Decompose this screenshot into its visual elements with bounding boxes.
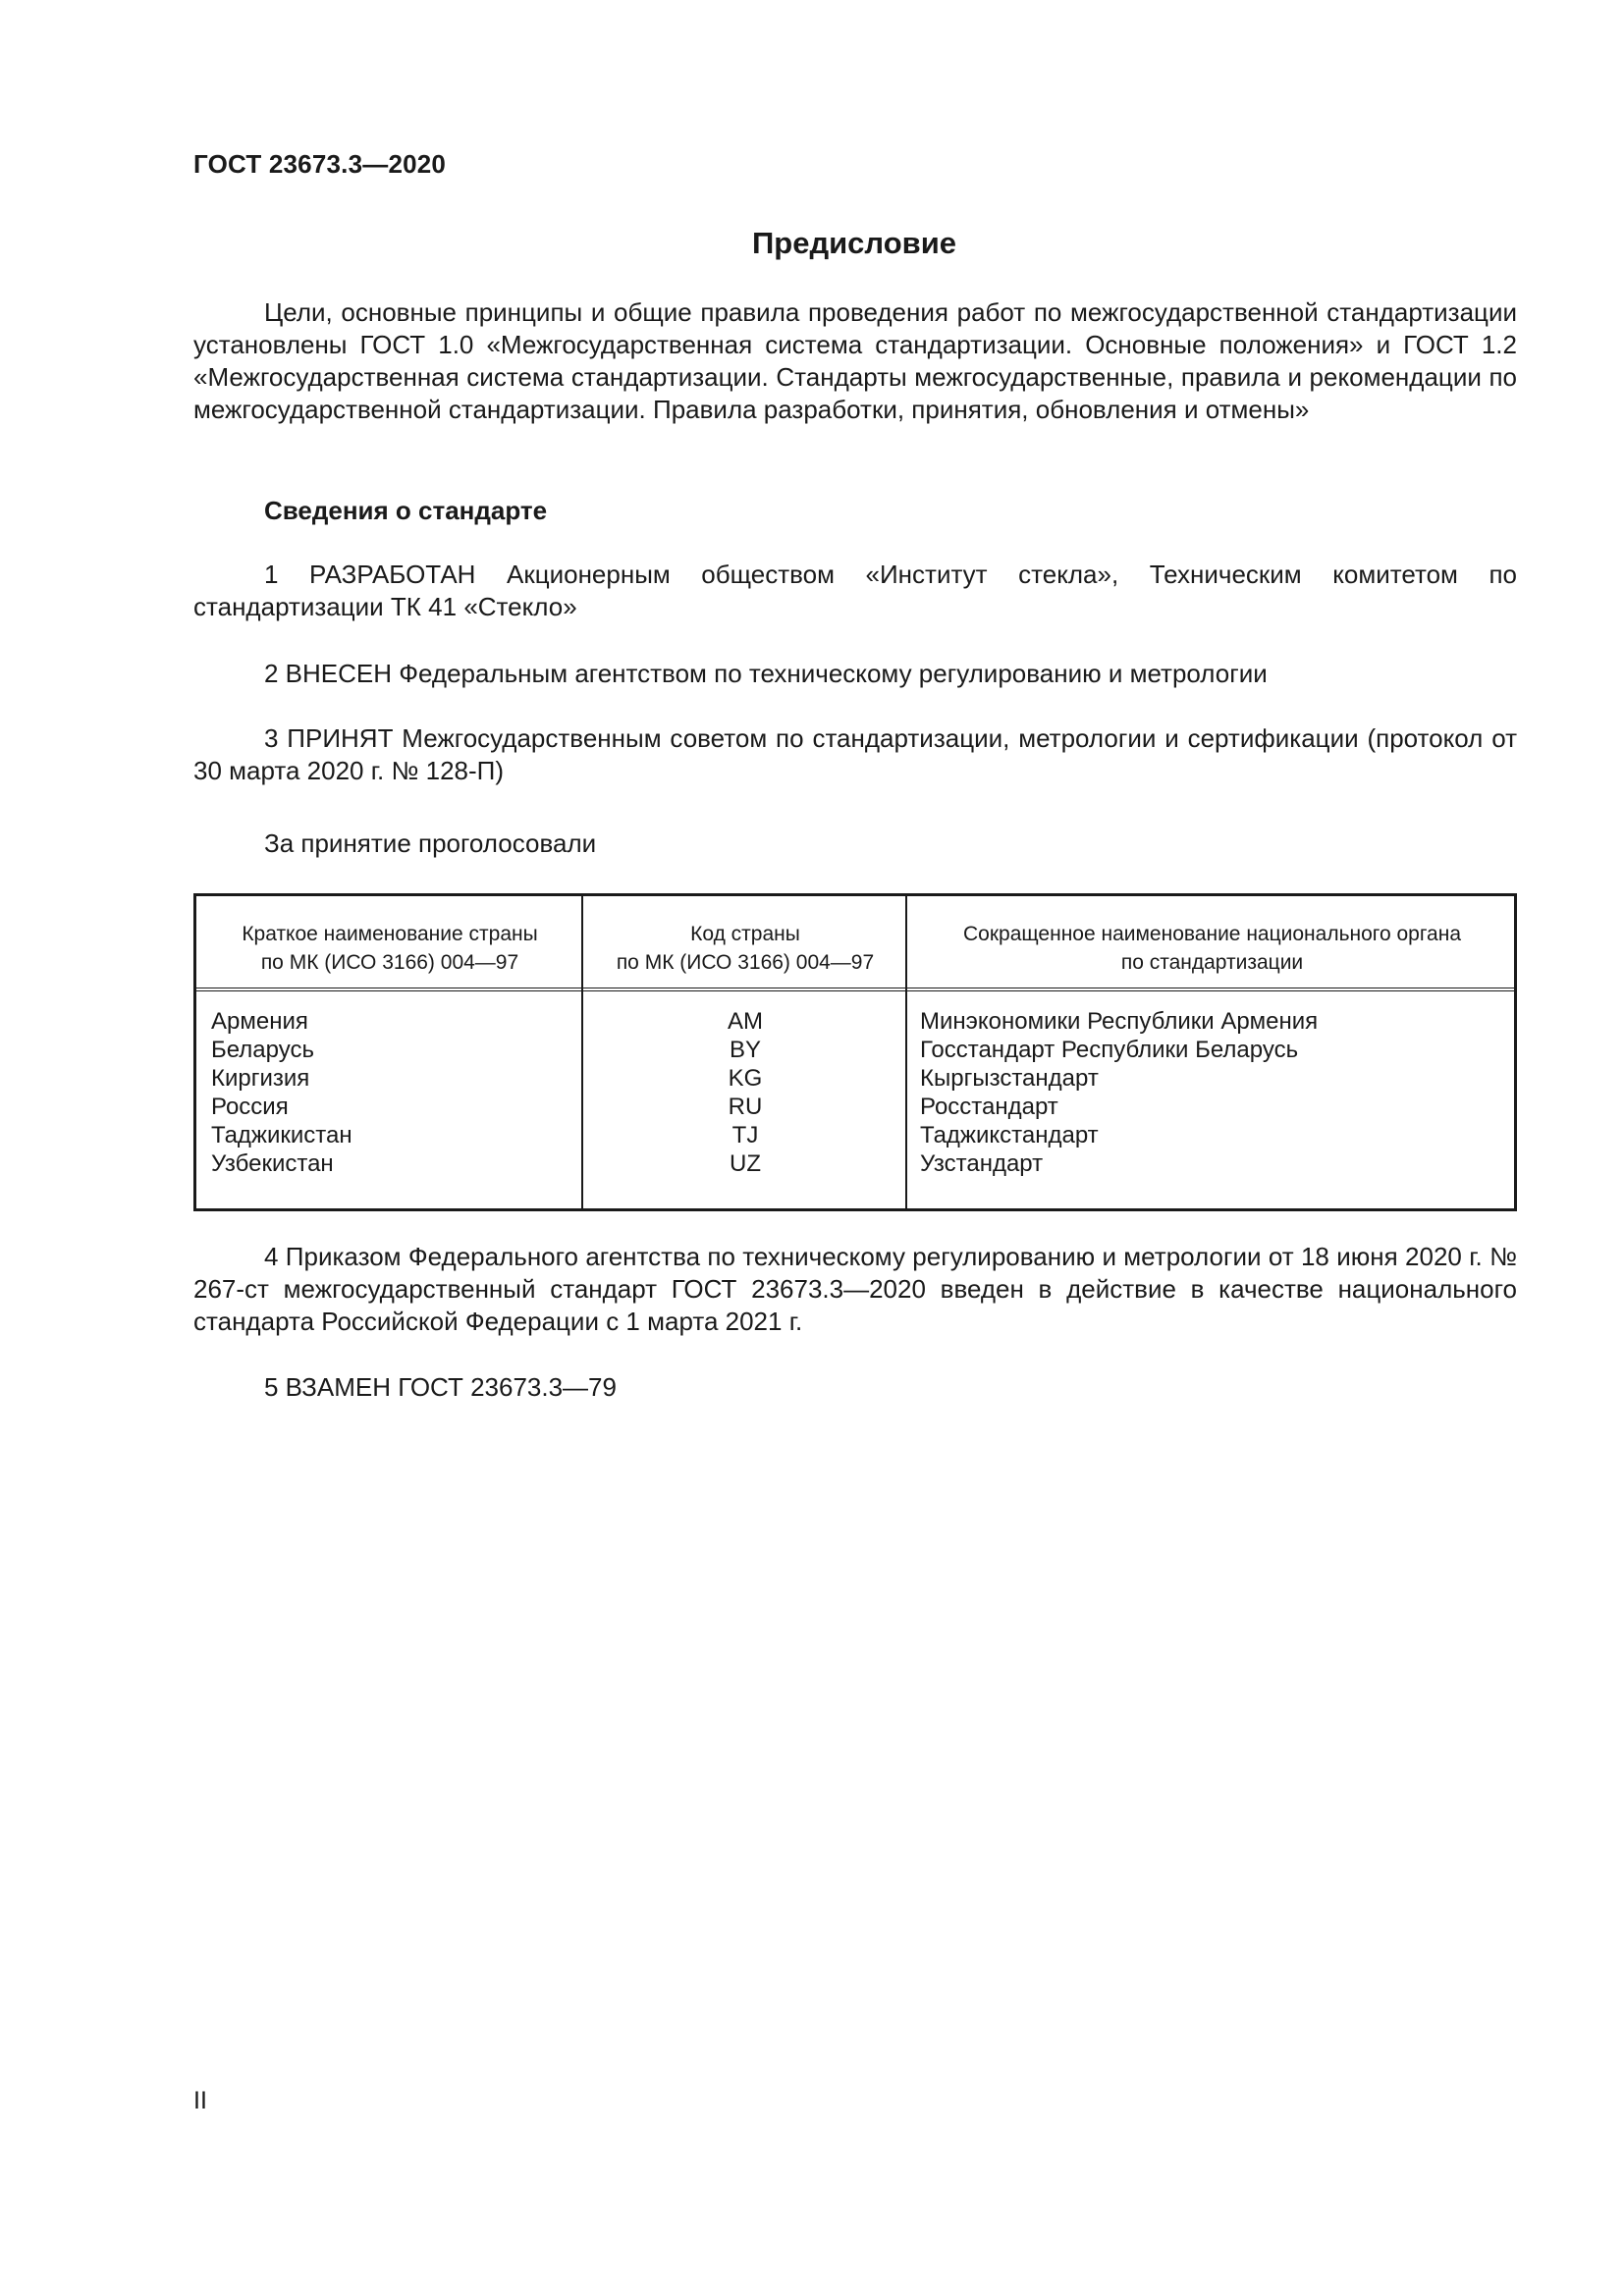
- country-code: KG: [728, 1065, 763, 1092]
- table-row: [196, 1121, 1514, 1149]
- national-body: Кыргызстандарт: [920, 1065, 1099, 1092]
- country-name: Киргизия: [211, 1065, 310, 1092]
- item-4-block: [193, 1241, 1517, 1338]
- country-code: RU: [728, 1094, 763, 1120]
- item-4-order: 4 Приказом Федерального агентства по техническому регулированию и метрологии от 18 июня 2020 г. № 267-ст межгосударственный стандарт ГОСТ 23673.3—2020 введен в действие в качестве национального стандарта Российской Федерации с 1 марта 2021 г.: [193, 1242, 1517, 1336]
- table-row: [196, 1036, 1514, 1064]
- item-5-replaces: 5 ВЗАМЕН ГОСТ 23673.3—79: [264, 1372, 617, 1402]
- item-3-block: [193, 722, 1517, 787]
- table-row: [196, 1007, 1514, 1036]
- national-body: Росстандарт: [920, 1094, 1058, 1120]
- country-code: TJ: [731, 1122, 759, 1148]
- voted-label: За принятие проголосовали: [264, 828, 597, 858]
- table-header-code: Код страны по МК (ИСО 3166) 004—97: [616, 923, 875, 974]
- table-body: [196, 1007, 1514, 1178]
- country-name: Таджикистан: [211, 1122, 352, 1148]
- national-body: Таджикстандарт: [920, 1122, 1099, 1148]
- document-code: ГОСТ 23673.3—2020: [193, 149, 447, 179]
- table-row: [196, 1064, 1514, 1093]
- country-code: UZ: [730, 1150, 761, 1177]
- info-heading: Сведения о стандарте: [264, 496, 548, 525]
- national-body: Госстандарт Республики Беларусь: [920, 1037, 1299, 1063]
- intro-paragraph-block: [193, 296, 1517, 426]
- country-name: Беларусь: [211, 1037, 314, 1063]
- national-body: Минэкономики Республики Армения: [920, 1008, 1319, 1035]
- item-1-developed: 1 РАЗРАБОТАН Акционерным обществом «Институт стекла», Техническим комитетом по стандартизации ТК 41 «Стекло»: [193, 560, 1517, 621]
- intro-paragraph: Цели, основные принципы и общие правила проведения работ по межгосударственной стандартизации установлены ГОСТ 1.0 «Межгосударственная система стандартизации. Основные положения» и ГОСТ 1.2 «Межгосударственная система стандартизации. Стандарты межгосударственные, правила и рекомендации по межгосударственной стандартизации. Правила разработки, принятия, обновления и отмены»: [193, 297, 1517, 424]
- page-title: Предисловие: [751, 226, 956, 260]
- table-header: [196, 896, 1514, 991]
- table-header-country: Краткое наименование страны по МК (ИСО 3166) 004—97: [242, 923, 538, 974]
- voting-countries-table: [193, 893, 1517, 1211]
- national-body: Узстандарт: [920, 1150, 1044, 1177]
- table-header-body: Сокращенное наименование национального органа по стандартизации: [962, 923, 1462, 974]
- table-row: [196, 1093, 1514, 1121]
- country-name: Узбекистан: [211, 1150, 334, 1177]
- table-row: [196, 1149, 1514, 1178]
- page-number: II: [193, 2087, 207, 2114]
- country-code: BY: [729, 1037, 761, 1063]
- item-2-introduced: 2 ВНЕСЕН Федеральным агентством по техническому регулированию и метрологии: [264, 659, 1268, 688]
- country-code: AM: [728, 1008, 763, 1035]
- item-3-adopted: 3 ПРИНЯТ Межгосударственным советом по стандартизации, метрологии и сертификации (протокол от 30 марта 2020 г. № 128-П): [193, 723, 1517, 785]
- item-1-block: [193, 559, 1517, 623]
- item-2-block: [193, 658, 1517, 690]
- country-name: Россия: [211, 1094, 289, 1120]
- country-name: Армения: [211, 1008, 308, 1035]
